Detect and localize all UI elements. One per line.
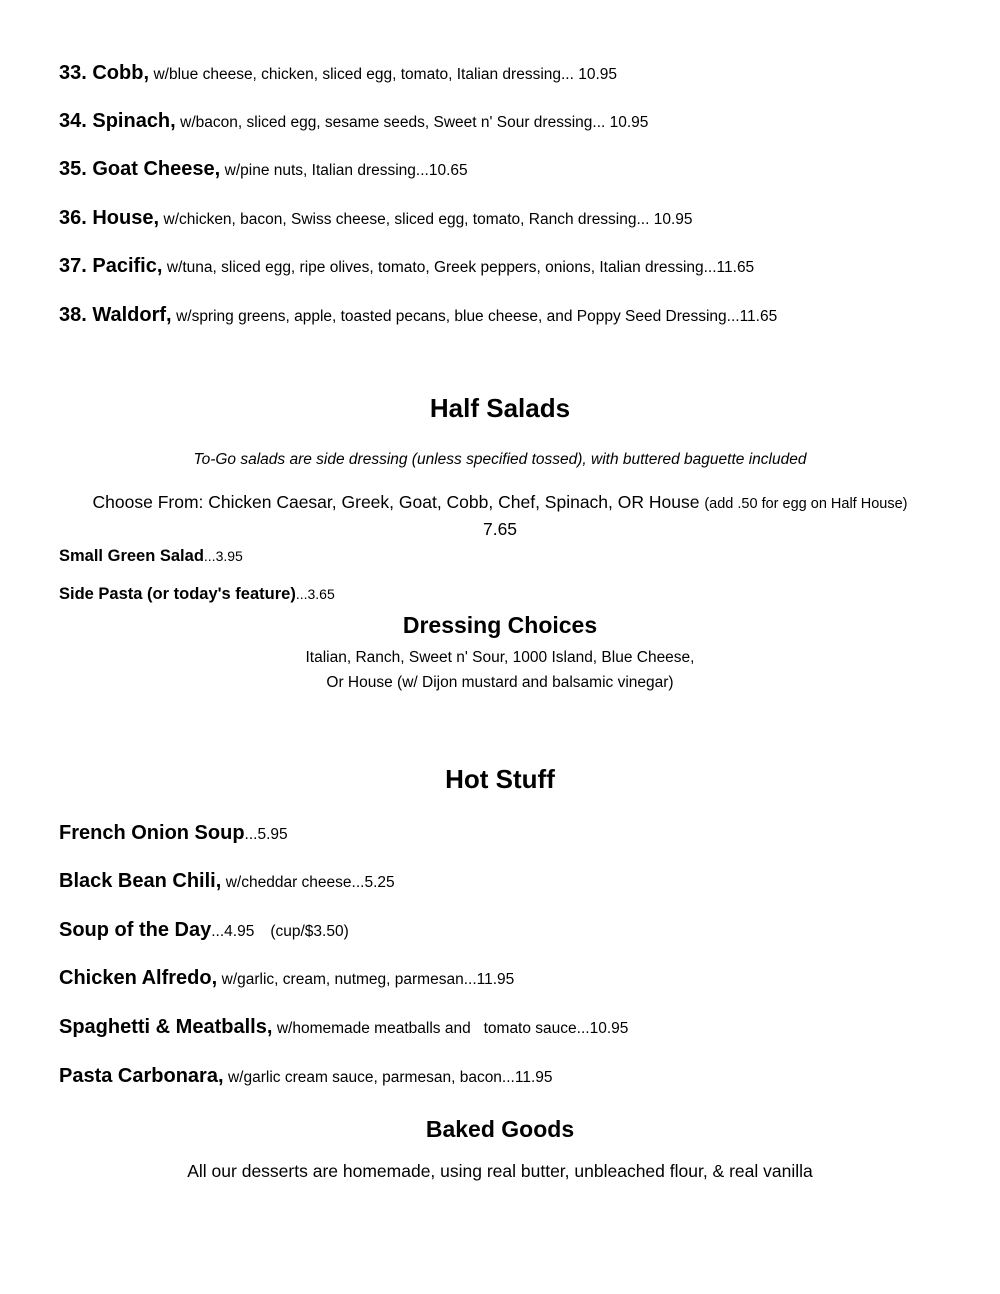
menu-item-pacific [59,255,754,278]
menu-item-chicken-alfredo [59,967,514,990]
item-description: w/cheddar cheese...5.25 [225,874,395,891]
half-salads-choose [0,492,1000,513]
baked-goods-heading: Baked Goods [425,1116,575,1142]
item-description: w/garlic, cream, nutmeg, parmesan...11.95 [221,971,515,988]
menu-item-soup-of-the-day [59,919,349,942]
item-price: ...3.65 [295,586,335,602]
dressing-heading: Dressing Choices [402,612,598,638]
item-name: Pasta Carbonara, [59,1065,224,1087]
menu-item-spinach [59,110,648,133]
item-description: w/blue cheese, chicken, sliced egg, tomato, Italian dressing... 10.95 [153,66,618,83]
menu-item-spaghetti-meatballs [59,1016,628,1039]
item-name: 36. House, [59,207,160,229]
item-name: Spaghetti & Meatballs, [59,1016,273,1038]
hot-stuff-heading: Hot Stuff [445,764,555,794]
dressing-line-2: Or House (w/ Dijon mustard and balsamic vinegar) [326,674,674,691]
item-description: w/spring greens, apple, toasted pecans, blue cheese, and Poppy Seed Dressing...11.65 [176,308,778,325]
menu-item-house [59,207,693,230]
dressing-line-1: Italian, Ranch, Sweet n' Sour, 1000 Island, Blue Cheese, [305,649,695,666]
item-extra: (cup/$3.50) [270,923,349,940]
item-name: 35. Goat Cheese, [59,158,221,180]
menu-item-cobb [59,62,617,85]
item-name: Soup of the Day [59,919,212,941]
item-description: w/garlic cream sauce, parmesan, bacon...11.95 [227,1069,553,1086]
menu-item-waldorf [59,304,777,327]
item-description: w/chicken, bacon, Swiss cheese, sliced egg, tomato, Ranch dressing... 10.95 [163,211,693,228]
baked-goods-note: All our desserts are homemade, using real butter, unbleached flour, & real vanilla [187,1161,813,1181]
menu-item-pasta-carbonara [59,1065,553,1088]
half-salads-heading: Half Salads [429,393,571,423]
item-description: w/homemade meatballs and tomato sauce...10.95 [276,1020,629,1037]
item-price: ...3.95 [203,548,243,564]
item-name: Black Bean Chili, [59,870,222,892]
item-description: ...4.95 [211,923,255,940]
side-item-side-pasta [59,585,335,604]
item-name: Small Green Salad [59,547,204,565]
item-name: 38. Waldorf, [59,304,172,326]
item-name: French Onion Soup [59,822,245,844]
half-salads-price: 7.65 [482,519,518,539]
item-name: Chicken Alfredo, [59,967,218,989]
item-name: 34. Spinach, [59,110,176,132]
item-name: 33. Cobb, [59,62,150,84]
half-salads-note: To-Go salads are side dressing (unless specified tossed), with buttered baguette included [193,451,807,468]
item-description: w/bacon, sliced egg, sesame seeds, Sweet n' Sour dressing... 10.95 [180,114,649,131]
item-description: ...5.95 [244,826,288,843]
menu-item-french-onion-soup [59,822,288,845]
side-item-small-green-salad [59,547,243,566]
choose-note: (add .50 for egg on Half House) [704,496,908,512]
choose-text: Choose From: Chicken Caesar, Greek, Goat, Cobb, Chef, Spinach, OR House [92,492,700,512]
menu-item-goat-cheese [59,158,468,181]
item-name: 37. Pacific, [59,255,163,277]
item-description: w/tuna, sliced egg, ripe olives, tomato, Greek peppers, onions, Italian dressing...11.65 [166,259,755,276]
menu-item-black-bean-chili [59,870,395,893]
item-description: w/pine nuts, Italian dressing...10.65 [224,162,468,179]
item-name: Side Pasta (or today's feature) [59,585,296,603]
